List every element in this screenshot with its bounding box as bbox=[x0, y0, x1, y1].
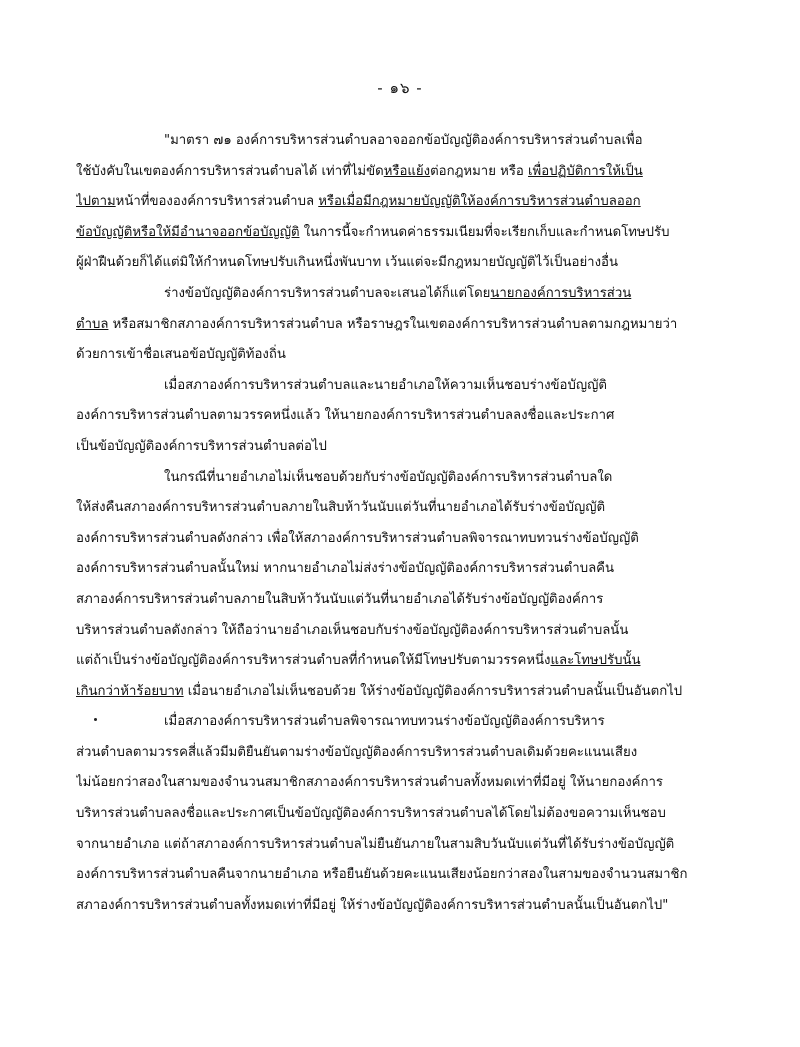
text-run: ให้ส่งคืนสภาองค์การบริหารส่วนตำบลภายในสิบห้าวันนับแต่วันที่นายอำเภอได้รับร่างข้อบัญญัติ bbox=[76, 500, 606, 516]
text-run: ในการนี้จะกำหนดค่าธรรมเนียมที่จะเรียกเก็บและกำหนดโทษปรับ bbox=[299, 224, 670, 240]
text-run: ผู้ฝ่าฝืนด้วยก็ได้แต่มิให้กำหนดโทษปรับเกินหนึ่งพันบาท เว้นแต่จะมีกฎหมายบัญญัติไว้เป็นอย่างอื่น bbox=[76, 255, 618, 271]
text-run: บริหารส่วนตำบลลงชื่อและประกาศเป็นข้อบัญญัติองค์การบริหารส่วนตำบลได้โดยไม่ต้องขอความเห็นชอบ bbox=[76, 806, 666, 822]
text-run: จากนายอำเภอ แต่ถ้าสภาองค์การบริหารส่วนตำบลไม่ยืนยันภายในสามสิบวันนับแต่วันที่ได้รับร่างข้อบัญญัติ bbox=[76, 836, 675, 852]
underlined-text: เกินกว่าห้าร้อยบาท bbox=[76, 683, 184, 699]
text-run: ไม่น้อยกว่าสองในสามของจำนวนสมาชิกสภาองค์การบริหารส่วนตำบลทั้งหมดเท่าที่มีอยู่ ให้นายกองค์การ bbox=[76, 775, 663, 791]
text-run: แต่ถ้าเป็นร่างข้อบัญญัติองค์การบริหารส่วนตำบลที่กำหนดให้มีโทษปรับตามวรรคหนึ่ง bbox=[76, 653, 551, 669]
text-run: องค์การบริหารส่วนตำบลคืนจากนายอำเภอ หรือยืนยันด้วยคะแนนเสียงน้อยกว่าสองในสามของจำนวนสมาชิก bbox=[76, 867, 688, 883]
text-line bbox=[76, 157, 736, 188]
text-line bbox=[76, 463, 736, 494]
text-run: ใช้บังคับในเขตองค์การบริหารส่วนตำบลได้ เท่าที่ไม่ขัด bbox=[76, 163, 384, 179]
text-line bbox=[76, 524, 736, 555]
text-line bbox=[76, 432, 736, 463]
text-run: สภาองค์การบริหารส่วนตำบลทั้งหมดเท่าที่มีอยู่ ให้ร่างข้อบัญญัติองค์การบริหารส่วนตำบลนั้นเป็นอันตกไป" bbox=[76, 897, 669, 913]
text-run: เมื่อนายอำเภอไม่เห็นชอบด้วย ให้ร่างข้อบัญญัติองค์การบริหารส่วนตำบลนั้นเป็นอันตกไป bbox=[183, 683, 683, 699]
text-run: ร่างข้อบัญญัติองค์การบริหารส่วนตำบลจะเสนอได้ก็แต่โดย bbox=[164, 285, 491, 301]
text-run: ส่วนตำบลตามวรรคสี่แล้วมีมติยืนยันตามร่างข้อบัญญัติองค์การบริหารส่วนตำบลเดิมด้วยคะแนนเสียง bbox=[76, 744, 638, 760]
text-line bbox=[76, 585, 736, 616]
text-run: องค์การบริหารส่วนตำบลตามวรรคหนึ่งแล้ว ให้นายกองค์การบริหารส่วนตำบลลงชื่อและประกาศ bbox=[76, 408, 615, 424]
text-run: สภาองค์การบริหารส่วนตำบลภายในสิบห้าวันนับแต่วันที่นายอำเภอได้รับร่างข้อบัญญัติองค์การ bbox=[76, 591, 604, 607]
text-line bbox=[76, 738, 736, 769]
text-line bbox=[76, 310, 736, 341]
underlined-text: หรือแย้ง bbox=[383, 163, 431, 179]
text-line bbox=[76, 707, 736, 738]
text-line bbox=[76, 493, 736, 524]
text-run: บริหารส่วนตำบลดังกล่าว ให้ถือว่านายอำเภอเห็นชอบกับร่างข้อบัญญัติองค์การบริหารส่วนตำบลนั้น bbox=[76, 622, 629, 638]
text-line bbox=[76, 616, 736, 647]
underlined-text: ไปตาม bbox=[76, 194, 116, 210]
text-run: หรือสมาชิกสภาองค์การบริหารส่วนตำบล หรือราษฎรในเขตองค์การบริหารส่วนตำบลตามกฎหมายว่า bbox=[108, 316, 678, 332]
text-line bbox=[76, 860, 736, 891]
text-run: เมื่อสภาองค์การบริหารส่วนตำบลพิจารณาทบทวนร่างข้อบัญญัติองค์การบริหาร bbox=[164, 714, 605, 730]
stray-mark bbox=[94, 718, 97, 721]
underlined-text: และโทษปรับนั้น bbox=[550, 653, 641, 669]
text-run: "มาตรา ๗๑ องค์การบริหารส่วนตำบลอาจออกข้อบัญญัติองค์การบริหารส่วนตำบลเพื่อ bbox=[164, 133, 643, 148]
page-number: - ๑๖ - bbox=[377, 79, 423, 97]
text-run: ในกรณีที่นายอำเภอไม่เห็นชอบด้วยกับร่างข้อบัญญัติองค์การบริหารส่วนตำบลใด bbox=[164, 469, 613, 485]
underlined-text: ข้อบัญญัติหรือให้มีอำนาจออกข้อบัญญัติ bbox=[76, 224, 300, 240]
text-line bbox=[76, 891, 736, 922]
text-line bbox=[76, 554, 736, 585]
text-run: เป็นข้อบัญญัติองค์การบริหารส่วนตำบลต่อไป bbox=[76, 438, 327, 454]
text-line bbox=[76, 830, 736, 861]
text-line bbox=[76, 768, 736, 799]
text-line bbox=[76, 799, 736, 830]
text-line bbox=[76, 371, 736, 402]
underlined-text: ตำบล bbox=[76, 316, 109, 332]
text-line bbox=[76, 646, 736, 677]
text-run: เมื่อสภาองค์การบริหารส่วนตำบลและนายอำเภอให้ความเห็นชอบร่างข้อบัญญัติ bbox=[164, 377, 607, 393]
text-run: องค์การบริหารส่วนตำบลดังกล่าว เพื่อให้สภาองค์การบริหารส่วนตำบลพิจารณาทบทวนร่างข้อบัญญัติ bbox=[76, 530, 639, 546]
document-body bbox=[76, 126, 736, 921]
underlined-text: หรือเมื่อมีกฎหมายบัญญัติให้องค์การบริหารส่วนตำบลออก bbox=[318, 194, 641, 210]
underlined-text: นายกองค์การบริหารส่วน bbox=[490, 285, 632, 301]
underlined-text: เพื่อปฏิบัติการให้เป็น bbox=[528, 163, 643, 179]
text-line bbox=[76, 218, 736, 249]
text-line bbox=[76, 340, 736, 371]
text-run: องค์การบริหารส่วนตำบลนั้นใหม่ หากนายอำเภอไม่ส่งร่างข้อบัญญัติองค์การบริหารส่วนตำบลคืน bbox=[76, 561, 615, 577]
text-line bbox=[76, 187, 736, 218]
text-run: หน้าที่ขององค์การบริหารส่วนตำบล bbox=[115, 194, 319, 210]
text-line bbox=[76, 126, 736, 157]
text-run: ด้วยการเข้าชื่อเสนอข้อบัญญัติท้องถิ่น bbox=[76, 347, 286, 363]
text-line bbox=[76, 279, 736, 310]
text-line bbox=[76, 677, 736, 708]
text-line bbox=[76, 401, 736, 432]
text-line bbox=[76, 248, 736, 279]
text-run: ต่อกฎหมาย หรือ bbox=[430, 163, 529, 179]
